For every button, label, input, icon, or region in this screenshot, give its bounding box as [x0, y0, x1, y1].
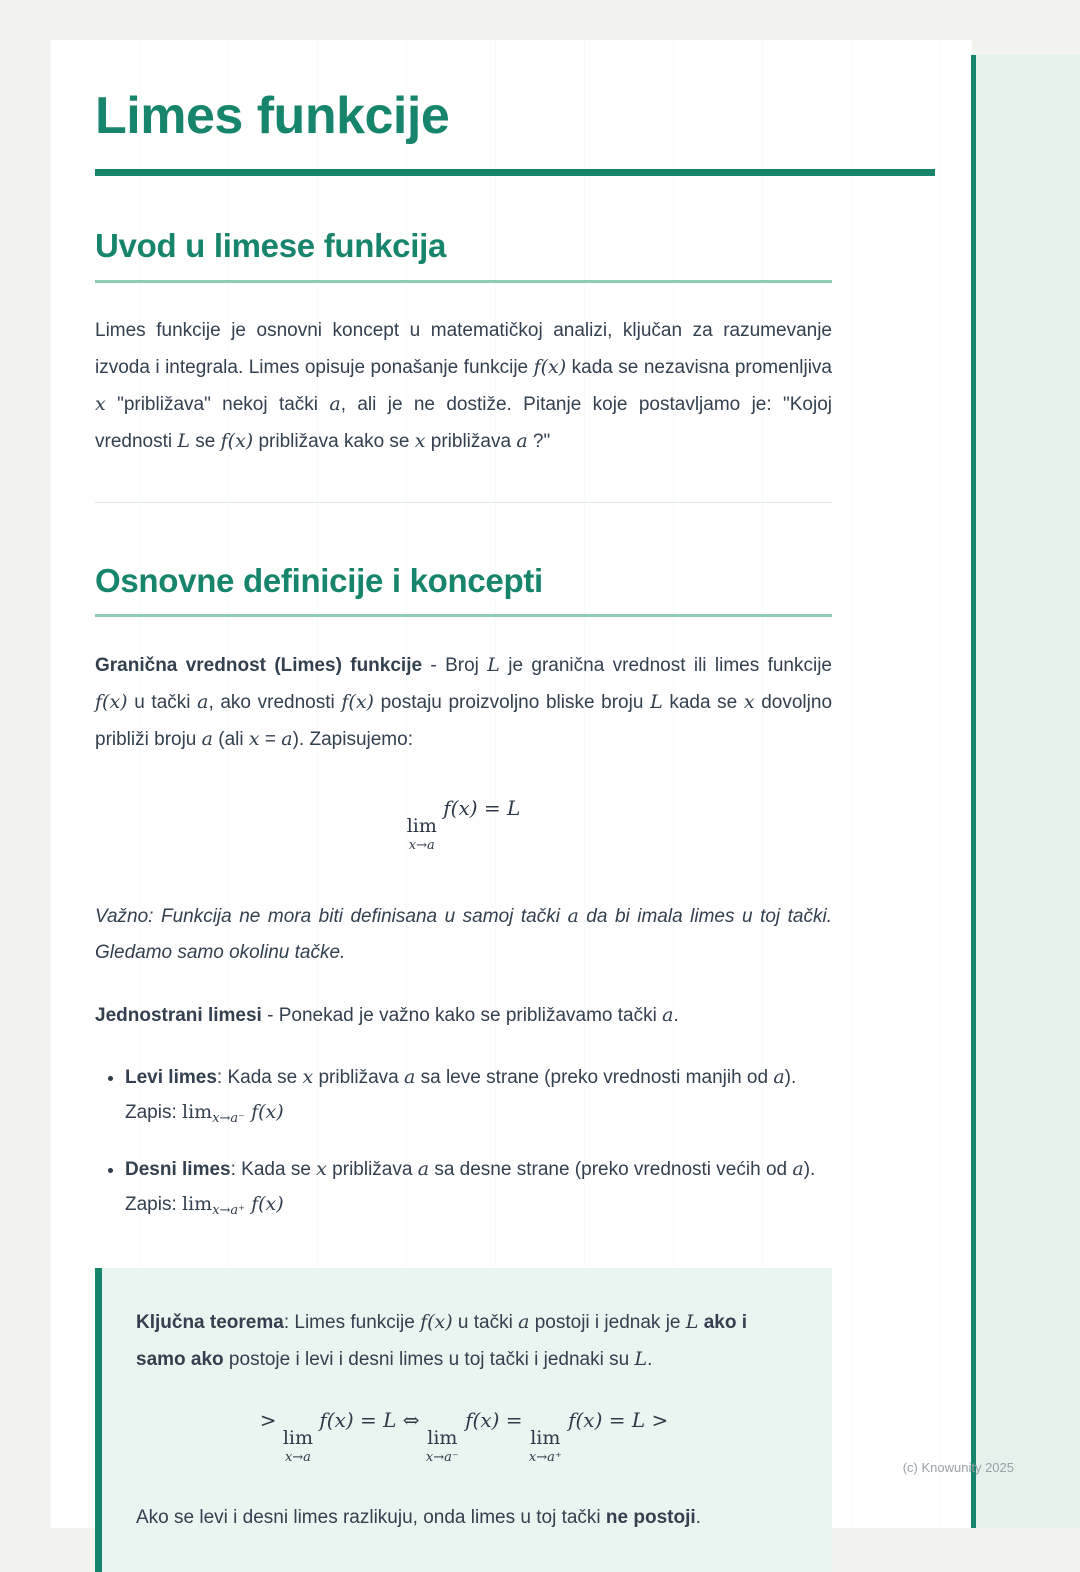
theorem-formula-display: > lim x→a f(x) = L ⇔ lim x→a⁻ f(x) = lim x→a⁺ f(x) = L >	[259, 1408, 669, 1466]
section-heading-definicije: Osnovne definicije i koncepti	[95, 561, 543, 599]
not-exist-paragraph: Ako se levi i desni limes razlikuju, onda limes u toj tački ne postoji.	[136, 1507, 701, 1529]
limit-formula-display: lim x→a f(x) = L	[406, 796, 521, 854]
section-rule-definicije	[95, 614, 832, 617]
page-title: Limes funkcije	[95, 87, 450, 145]
footer-copyright: (c) Knowunity 2025	[902, 1460, 1014, 1475]
bullet-list	[95, 1060, 832, 1228]
document-page	[50, 40, 972, 1528]
list-item-right-limit: • Desni limes: Kada se x približava a sa desne strane (preko vrednosti većih od a). Zapis: $\lim_{x\to a^+} f(x)$	[125, 1152, 832, 1228]
intro-paragraph: Limes funkcije je osnovni koncept u matematičkoj analizi, ključan za razumevanje izvoda i integrala. Limes opisuje ponašanje funkcije f(x) kada se nezavisna promenljiva x "približava" nekoj tački a, ali je ne dostiže. Pitanje koje postavljamo je: "Kojoj vrednosti L se f(x) približava kako se x približava a ?"	[95, 319, 833, 452]
one-sided-limits-paragraph: Jednostrani limesi - Ponekad je važno kako se približavamo tački a.	[95, 1004, 679, 1027]
decorative-right-strip	[976, 55, 1080, 1528]
key-theorem-callout	[95, 1268, 832, 1572]
section-heading-uvod: Uvod u limese funkcija	[95, 227, 447, 265]
section-divider	[95, 502, 832, 503]
definition-paragraph: Granična vrednost (Limes) funkcije - Broj L je granična vrednost ili limes funkcije f(x) u tački a, ako vrednosti f(x) postaju proizvoljno bliske broju L kada se x dovoljno približi broju a (ali x = a). Zapisujemo:	[95, 654, 833, 751]
key-theorem-paragraph: Ključna teorema: Limes funkcije f(x) u tački a postoji i jednak je L ako i samo ako postoje i levi i desni limes u toj tački i jednaki su L.	[136, 1311, 747, 1371]
list-item-left-limit: • Levi limes: Kada se x približava a sa leve strane (preko vrednosti manjih od a). Zapis: $\lim_{x\to a^-} f(x)$	[125, 1060, 832, 1136]
important-note-paragraph: Važno: Funkcija ne mora biti definisana u samoj tački a da bi imala limes u toj tački. Gledamo samo okolinu tačke.	[95, 905, 833, 964]
title-rule	[95, 169, 935, 176]
page-content	[95, 88, 832, 1572]
section-rule-uvod	[95, 280, 832, 283]
